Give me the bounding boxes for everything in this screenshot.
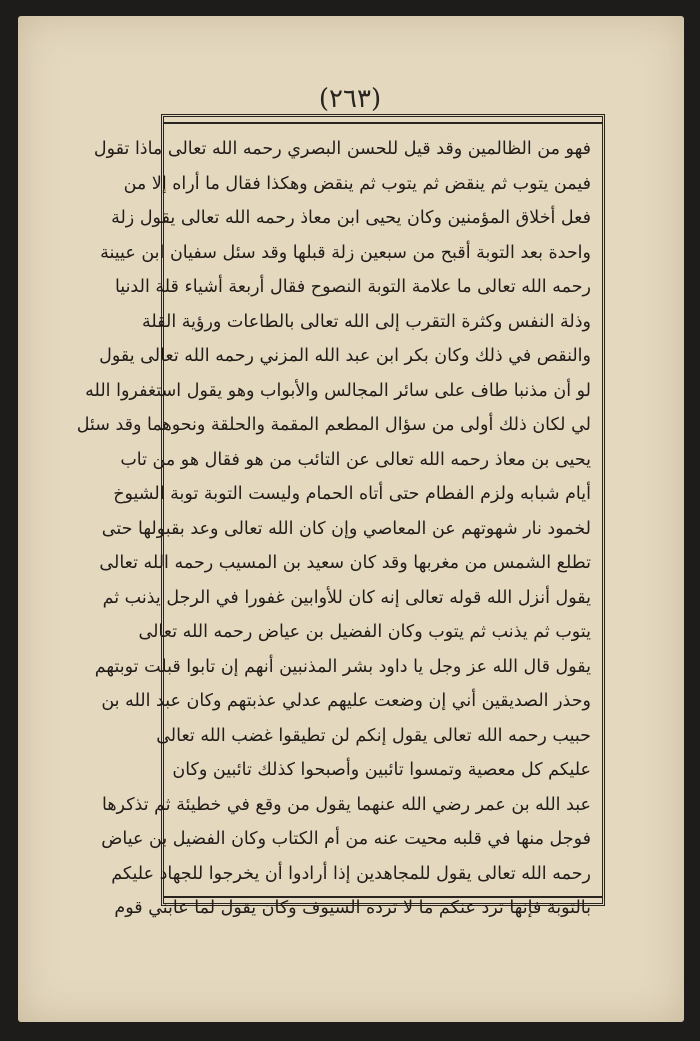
text-line: يقول قال الله عز وجل يا داود بشر المذنبين أنهم إن تابوا قبلت توبتهم	[94, 656, 591, 677]
text-line: وذلة النفس وكثرة التقرب إلى الله تعالى بالطاعات ورؤية القلة	[141, 311, 591, 332]
text-line: عليكم كل معصية وتمسوا تائبين وأصبحوا كذلك تائبين وكان	[172, 760, 591, 780]
text-line: أيام شبابه ولزم الفطام حتى أتاه الحمام وليست التوبة توبة الشيوخ	[113, 484, 591, 504]
text-line: عبد الله بن عمر رضي الله عنهما يقول من وقع في خطيئة ثم تذكرها	[101, 794, 591, 815]
text-line: فهو من الظالمين وقد قيل للحسن البصري رحمه الله تعالى ماذا تقول	[93, 139, 591, 159]
text-line: تطلع الشمس من مغربها وقد كان سعيد بن المسيب رحمه الله تعالى	[99, 553, 591, 573]
text-line: فوجل منها في قلبه محيت عنه من أم الكتاب وكان الفضيل بن عياض	[101, 829, 591, 849]
text-line: فيمن يتوب ثم ينقض ثم يتوب ثم ينقض وهكذا فقال ما أراه إلا من	[123, 173, 591, 194]
text-line: بالتوبة فإنها ترد عنكم ما لا ترده السيوف وكان يقول لما عابني قوم	[114, 898, 591, 918]
page-number: (٢٦٣)	[318, 84, 382, 114]
frame-top-rule	[163, 122, 603, 124]
text-line: رحمه الله تعالى ما علامة التوبة النصوح فقال أربعة أشياء قلة الدنيا	[114, 277, 591, 297]
text-line: لخمود نار شهوتهم عن المعاصي وإن كان الله تعالى وعد بقبولها حتى	[101, 518, 591, 539]
text-line: لو أن مذنبا طاف على سائر المجالس والأبواب وهو يقول استغفروا الله	[85, 380, 591, 401]
text-line: وحذر الصديقين أني إن وضعت عليهم عدلي عذبتهم وكان عبد الله بن	[101, 691, 591, 711]
text-line: يحيى بن معاذ رحمه الله تعالى عن التائب من هو فقال هو من تاب	[120, 449, 591, 470]
body-text	[76, 132, 591, 918]
text-line: يقول أنزل الله قوله تعالى إنه كان للأوابين غفورا في الرجل يذنب ثم	[102, 587, 591, 608]
text-line: حبيب رحمه الله تعالى يقول إنكم لن تطيقوا غضب الله تعالى	[156, 725, 591, 746]
text-line: فعل أخلاق المؤمنين وكان يحيى ابن معاذ رحمه الله تعالى يقول زلة	[111, 208, 591, 228]
text-line: والنقص في ذلك وكان بكر ابن عبد الله المزني رحمه الله تعالى يقول	[99, 346, 591, 366]
text-line: رحمه الله تعالى يقول للمجاهدين إذا أرادوا أن يخرجوا للجهاد عليكم	[111, 863, 591, 884]
text-line: يتوب ثم يذنب ثم يتوب وكان الفضيل بن عياض رحمه الله تعالى	[138, 622, 591, 642]
text-line: لي لكان ذلك أولى من سؤال المطعم المقمة والحلقة ونحوهما وقد سئل	[76, 415, 591, 435]
text-line: واحدة بعد التوبة أقبح من سبعين زلة قبلها وقد سئل سفيان ابن عيينة	[100, 242, 591, 263]
